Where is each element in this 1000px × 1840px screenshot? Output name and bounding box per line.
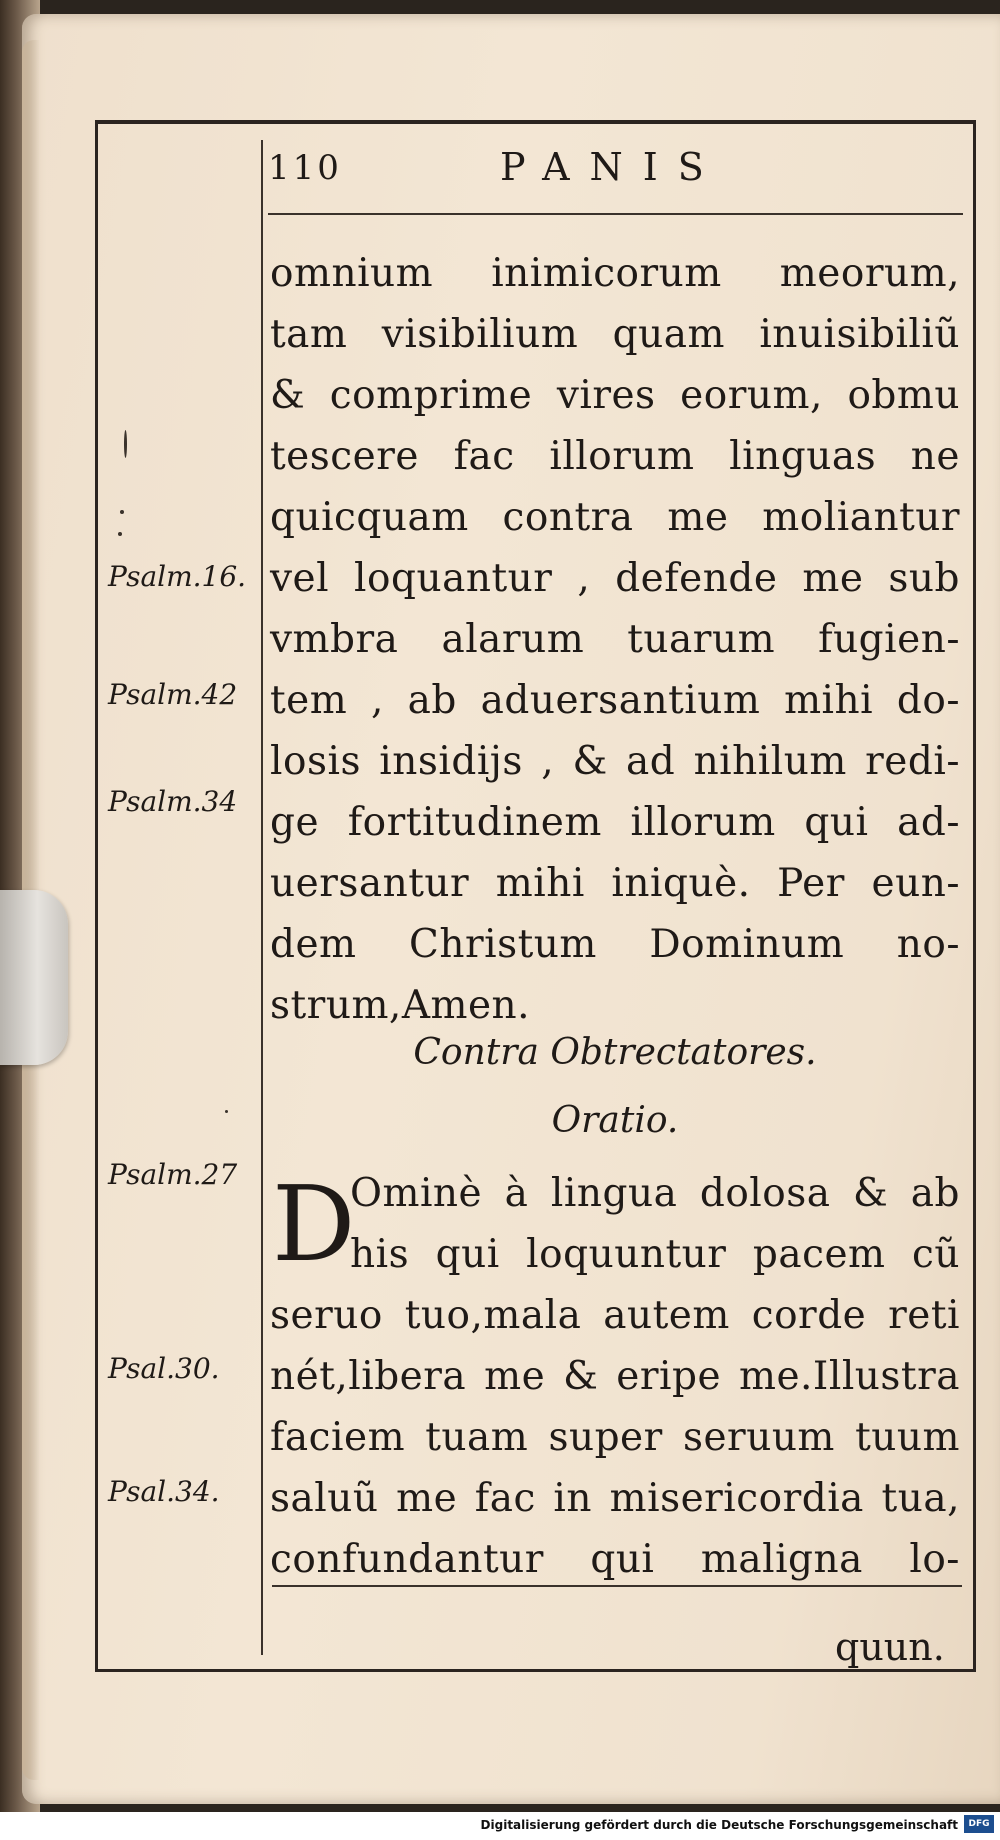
running-head: PANIS (500, 145, 724, 189)
body-line: faciem tuam super seruum tuum (270, 1415, 960, 1460)
marginal-note: Psal.34. (108, 1475, 220, 1508)
body-line: & comprime vires eorum, obmu (270, 373, 960, 418)
ink-mark (124, 430, 127, 458)
section-subheading: Oratio. (551, 1100, 679, 1141)
header-rule (268, 213, 963, 215)
page-tab-marker (0, 890, 68, 1065)
body-line: nét,libera me & eripe me.Illustra (270, 1354, 960, 1399)
body-line: dem Christum Dominum no- (270, 922, 960, 967)
ink-mark (118, 532, 122, 536)
page-number: 110 (268, 148, 342, 188)
body-line: vmbra alarum tuarum fugien- (270, 617, 960, 662)
body-line: Ominè à lingua dolosa & ab (350, 1171, 960, 1216)
body-line: his qui loquuntur pacem cũ (350, 1232, 960, 1277)
marginal-note: Psalm.34 (108, 785, 238, 818)
body-line: vel loquantur , defende me sub (270, 556, 960, 601)
drop-cap: D (272, 1163, 356, 1285)
body-line: tam visibilium quam inuisibiliũ (270, 312, 960, 357)
body-line: saluũ me fac in misericordia tua, (270, 1476, 960, 1521)
catchword: quun. (835, 1625, 945, 1669)
body-line: strum,Amen. (270, 983, 531, 1028)
body-line: losis insidijs , & ad nihilum redi- (270, 739, 960, 784)
digitization-credit: Digitalisierung gefördert durch die Deutsche Forschungsgemeinschaft (480, 1818, 958, 1832)
body-line: ge fortitudinem illorum qui ad- (270, 800, 960, 845)
body-line: quicquam contra me moliantur (270, 495, 960, 540)
marginal-note: Psalm.42 (108, 678, 238, 711)
body-line: uersantur mihi iniquè. Per eun- (270, 861, 960, 906)
ink-mark (120, 510, 124, 514)
ink-mark (225, 1110, 228, 1113)
dfg-logo: DFG (964, 1815, 994, 1833)
body-line: omnium inimicorum meorum, (270, 251, 960, 296)
marginal-note: Psalm.27 (108, 1158, 238, 1191)
bottom-rule (272, 1585, 962, 1587)
marginal-note: Psal.30. (108, 1352, 220, 1385)
margin-rule (261, 140, 263, 1655)
body-line: seruo tuo,mala autem corde reti (270, 1293, 960, 1338)
body-line: tescere fac illorum linguas ne (270, 434, 960, 479)
body-line: confundantur qui maligna lo- (270, 1537, 960, 1582)
marginal-note: Psalm.16. (108, 560, 247, 593)
section-heading: Contra Obtrectatores. (413, 1032, 817, 1073)
body-line: tem , ab aduersantium mihi do- (270, 678, 960, 723)
